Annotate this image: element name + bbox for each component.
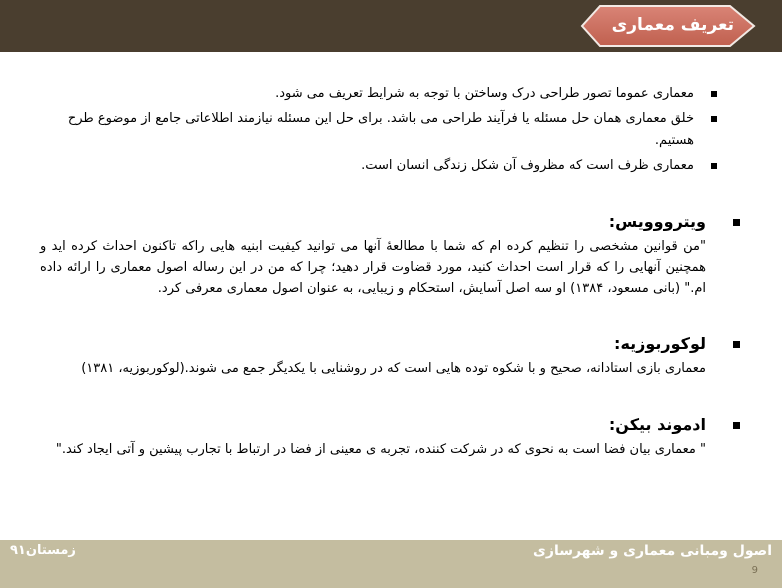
footer-term: زمستان۹۱: [10, 543, 76, 558]
intro-bullet: [40, 108, 720, 152]
section-body: " معماری بیان فضا است به نحوی که در شرکت کننده، تجربه ی معینی از فضا در ارتباط با تجارب پیشین و آتی ایجاد کند.": [55, 442, 706, 457]
bullet-square-icon: [711, 163, 717, 169]
bullet-square-icon: [733, 422, 740, 429]
intro-bullet-list: [40, 83, 720, 177]
intro-bullet-text: معماری ظرف است که مظروف آن شکل زندگی انسان است.: [361, 158, 694, 173]
section-heading-row: [40, 334, 742, 358]
bullet-square-icon: [733, 341, 740, 348]
bullet-square-icon: [711, 91, 717, 97]
section-heading: ویترووویس:: [608, 212, 706, 231]
section-heading: ادموند بیکن:: [608, 415, 706, 434]
footer-course-title: اصول ومبانی معماری و شهرسازی: [533, 543, 772, 559]
section-heading: لوکوربوزیه:: [614, 334, 706, 353]
intro-content: [40, 83, 720, 180]
footer-bar: [0, 540, 782, 588]
section-vitruvius: [40, 212, 742, 299]
title-tab: [580, 5, 756, 47]
section-heading-row: [40, 415, 742, 439]
intro-bullet: [40, 155, 720, 177]
top-bar: [0, 0, 782, 52]
page-number: 9: [751, 565, 758, 576]
bullet-square-icon: [711, 116, 717, 122]
section-edmund-bacon: [40, 415, 742, 460]
section-le-corbusier: [40, 334, 742, 379]
slide-title: تعریف معماری: [611, 15, 734, 35]
bullet-square-icon: [733, 219, 740, 226]
section-body: معماری بازی استادانه، صحیح و با شکوه توده هایی است که در روشنایی با یکدیگر جمع می شوند.(لوکوربوزیه، ۱۳۸۱): [81, 361, 706, 376]
intro-bullet: [40, 83, 720, 105]
section-body: "من قوانین مشخصی را تنظیم کرده ام که شما با مطالعهٔ آنها می توانید کیفیت ابنیه هایی راکه تاکنون احداث کرده اید و همچنین آنهایی را که قرار است احداث کنید، مورد قضاوت قرار دهید؛ چرا که من در این رساله اصول معماری را ارائه داده ام." (بانی مسعود، ۱۳۸۴) او سه اصل آسایش، استحکام و زیبایی، به عنوان اصول معماری معرفی کرد.: [40, 239, 706, 296]
intro-bullet-text: معماری عموما تصور طراحی درک وساختن با توجه به شرایط تعریف می شود.: [275, 86, 694, 101]
intro-bullet-text: خلق معماری همان حل مسئله یا فرآیند طراحی می باشد. برای حل این مسئله نیازمند اطلاعاتی جامع از موضوع طرح هستیم.: [67, 111, 694, 148]
section-heading-row: [40, 212, 742, 236]
